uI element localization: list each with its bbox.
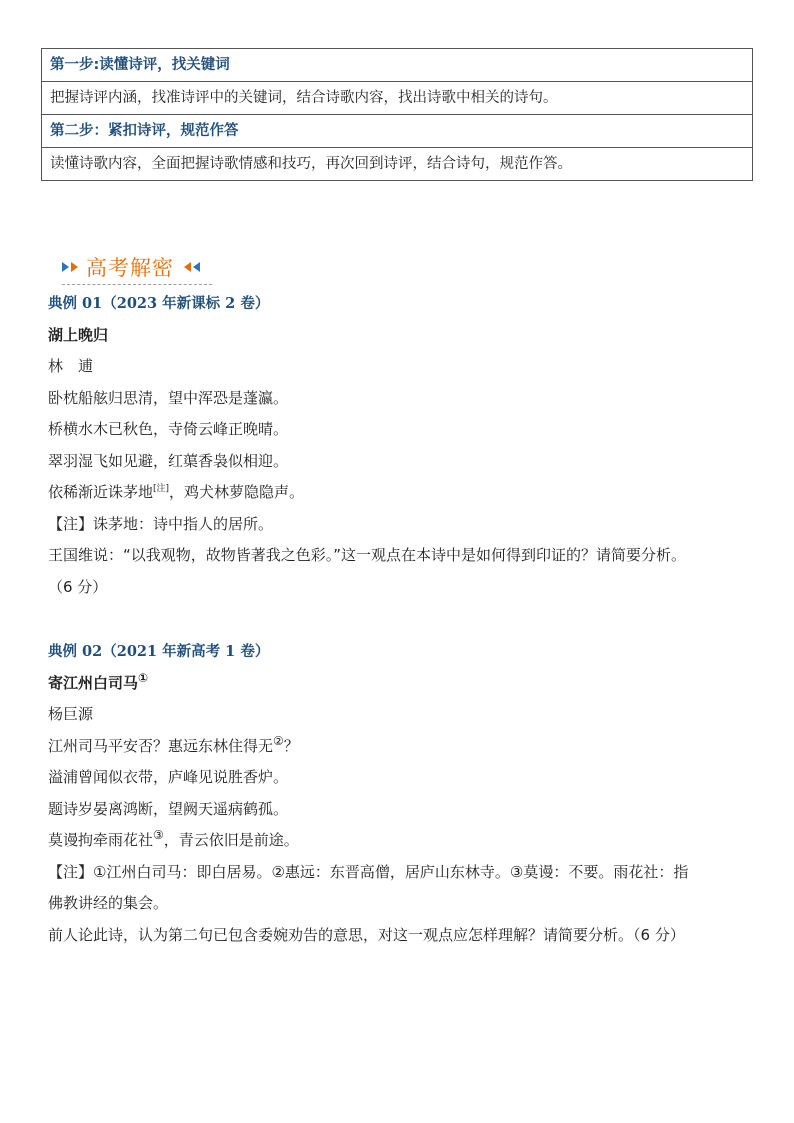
example2-note-line1: 【注】①江州白司马：即白居易。②惠远：东晋高僧，居庐山东林寺。③莫谩：不要。雨花社：指 xyxy=(48,862,689,881)
note-marker: [注] xyxy=(153,484,170,494)
example2 xyxy=(48,636,760,951)
banner-divider xyxy=(62,284,212,285)
note-marker: ③ xyxy=(153,828,164,842)
example1-line4: 依稀渐近诛茅地[注]，鸡犬林萝隐隐声。 xyxy=(48,483,305,501)
example2-line4: 莫谩拘牵雨花社③，青云依旧是前途。 xyxy=(48,828,299,849)
example1-line2: 桥横水木已秋色，寺倚云峰正晚晴。 xyxy=(48,420,289,438)
section-banner xyxy=(62,250,200,284)
steps-table xyxy=(41,48,753,181)
step1-title: 第一步:读懂诗评，找关键词 xyxy=(42,49,753,82)
example2-line1: 江州司马平安否？惠远东林住得无②？ xyxy=(48,733,299,755)
example1-score: （6 分） xyxy=(48,577,108,596)
step2-title: 第二步：紧扣诗评，规范作答 xyxy=(42,115,753,148)
right-arrow-icon xyxy=(62,262,69,272)
left-arrow-icon xyxy=(184,262,191,272)
step1-body: 把握诗评内涵，找准诗评中的关键词，结合诗歌内容，找出诗歌中相关的诗句。 xyxy=(42,82,753,115)
example1-line3: 翠羽湿飞如见避，红蕖香袅似相迎。 xyxy=(48,451,289,470)
example1-note: 【注】诛茅地：诗中指人的居所。 xyxy=(48,514,274,533)
example1-line1: 卧枕船舷归思清，望中浑恐是蓬瀛。 xyxy=(48,388,289,407)
example1-author: 林 逋 xyxy=(48,357,94,375)
example2-label: 典例 02（2021 年新高考 1 卷） xyxy=(48,643,270,660)
example2-question: 前人论此诗，认为第二句已包含委婉劝告的意思，对这一观点应怎样理解？请简要分析。（6 分） xyxy=(48,925,685,944)
section-title: 高考解密 xyxy=(86,256,174,280)
example1-label: 典例 01（2023 年新课标 2 卷） xyxy=(48,295,270,312)
example2-note-line2: 佛教讲经的集会。 xyxy=(48,894,169,912)
example2-author: 杨巨源 xyxy=(48,705,94,723)
example2-line3: 题诗岁晏离鸿断，望阙天遥病鹤孤。 xyxy=(48,799,289,818)
example1-poem-title: 湖上晚归 xyxy=(48,325,109,344)
note-marker: ② xyxy=(273,733,284,748)
note-marker: ① xyxy=(138,670,149,685)
left-arrow-icon xyxy=(193,262,200,272)
example2-line2: 溢浦曾闻似衣带，庐峰见说胜香炉。 xyxy=(48,768,289,786)
example1-question: 王国维说：“以我观物，故物皆著我之色彩。”这一观点在本诗中是如何得到印证的？请简要分析。 xyxy=(48,546,687,564)
right-arrow-icon xyxy=(71,262,78,272)
step2-body: 读懂诗歌内容，全面把握诗歌情感和技巧，再次回到诗评，结合诗句，规范作答。 xyxy=(42,148,753,181)
example1 xyxy=(48,288,760,603)
example2-poem-title: 寄江州白司马① xyxy=(48,670,149,692)
